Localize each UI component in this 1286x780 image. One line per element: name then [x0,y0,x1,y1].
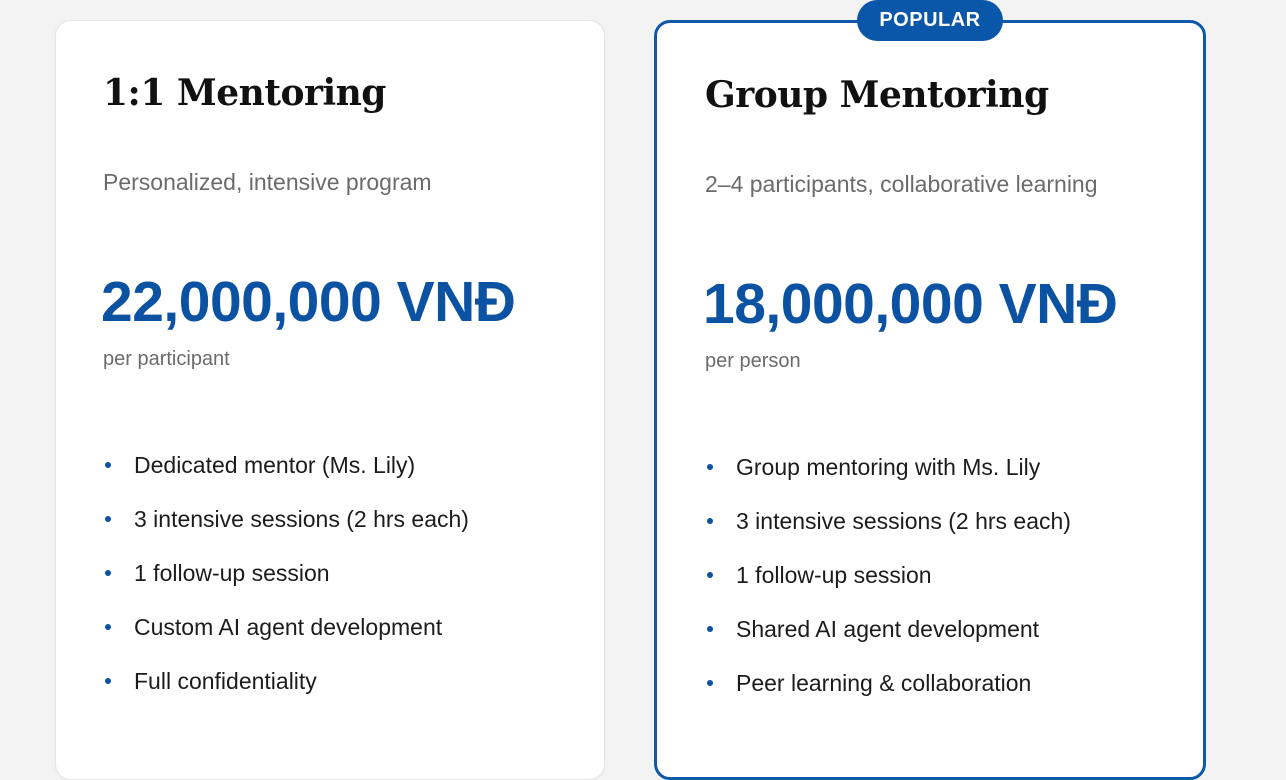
feature-item [105,546,469,600]
feature-item [105,492,469,546]
feature-item [105,654,469,708]
bullet-dot-icon [105,678,111,684]
feature-item [707,494,1071,548]
feature-label: 3 intensive sessions (2 hrs each) [736,507,1071,534]
feature-item [707,548,1071,602]
feature-label: 1 follow-up session [134,559,330,586]
plan-price: 22,000,000 VNĐ [101,270,516,334]
feature-label: Dedicated mentor (Ms. Lily) [134,451,416,478]
feature-item [707,656,1071,710]
feature-label: Full confidentiality [134,667,317,694]
plan-subtitle: 2–4 participants, collaborative learning [705,171,1098,197]
feature-list [105,438,469,708]
bullet-dot-icon [707,626,713,632]
feature-label: 1 follow-up session [736,561,932,588]
bullet-dot-icon [707,464,713,470]
bullet-dot-icon [105,516,111,522]
feature-item [707,440,1071,494]
feature-item [707,602,1071,656]
plan-price: 18,000,000 VNĐ [703,272,1118,336]
plan-title: Group Mentoring [705,74,1049,116]
feature-label: Peer learning & collaboration [736,669,1032,696]
bullet-dot-icon [105,624,111,630]
bullet-dot-icon [105,570,111,576]
bullet-dot-icon [707,572,713,578]
feature-list [707,440,1071,710]
plan-title: 1:1 Mentoring [103,72,386,114]
feature-label: Group mentoring with Ms. Lily [736,453,1041,480]
plan-price-unit: per person [705,350,801,372]
plan-subtitle: Personalized, intensive program [103,169,432,195]
feature-label: 3 intensive sessions (2 hrs each) [134,505,469,532]
feature-item [105,438,469,492]
feature-label: Shared AI agent development [736,615,1040,642]
bullet-dot-icon [105,462,111,468]
feature-label: Custom AI agent development [134,613,443,640]
bullet-dot-icon [707,680,713,686]
plan-price-unit: per participant [103,348,230,370]
bullet-dot-icon [707,518,713,524]
popular-badge: POPULAR [857,0,1003,41]
feature-item [105,600,469,654]
